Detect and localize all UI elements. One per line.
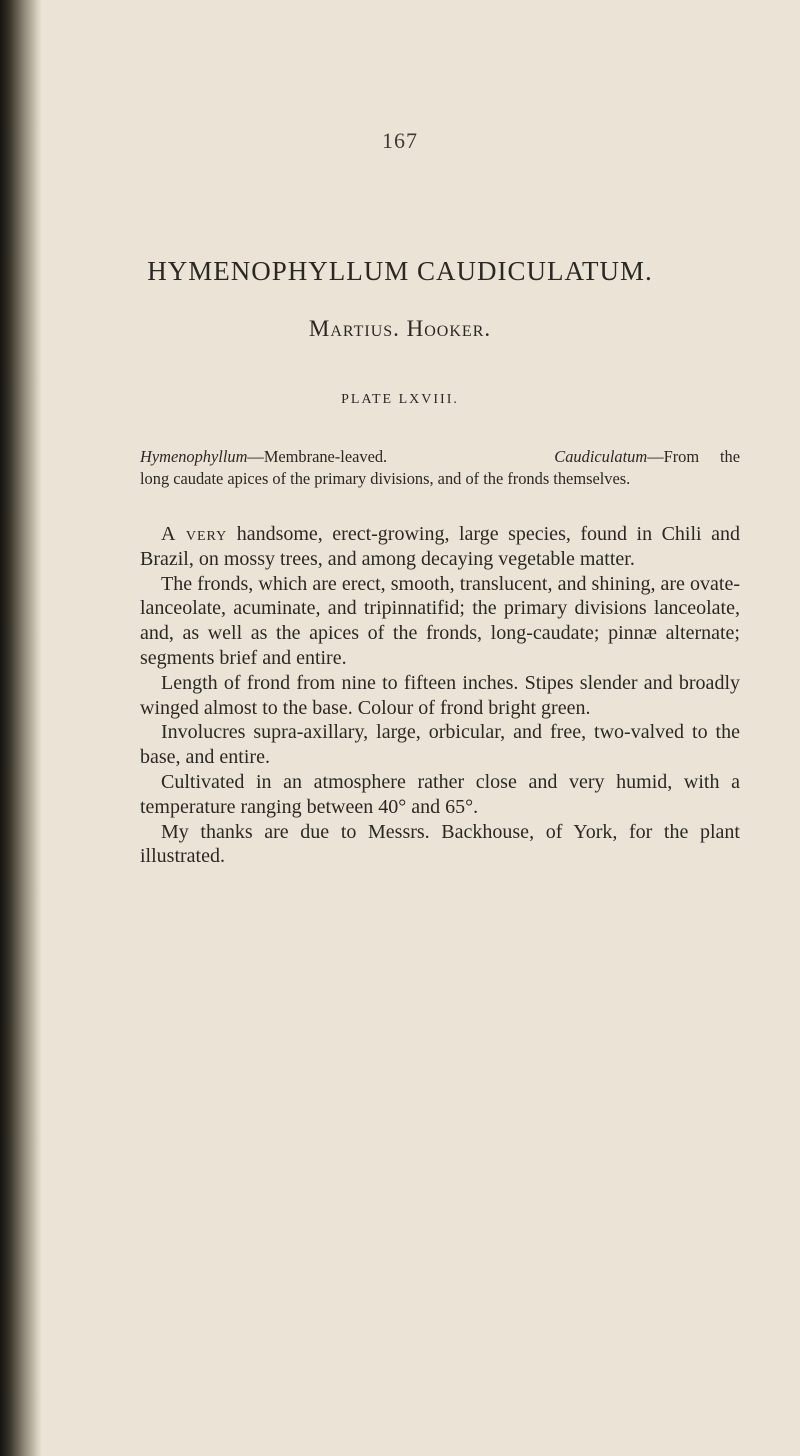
etymology-note: [140, 446, 740, 490]
page-number: 167: [382, 128, 418, 153]
paragraph-involucres: Involucres supra-axillary, large, orbicular, and free, two-valved to the base, and entire.: [140, 721, 740, 769]
plate-number: PLATE LXVIII.: [341, 392, 459, 407]
paragraph-dimensions: Length of frond from nine to fifteen inches. Stipes slender and broadly winged almost to the base. Colour of frond bright green.: [140, 671, 740, 719]
paragraph-fronds: The fronds, which are erect, smooth, translucent, and shining, are ovate-lanceolate, acuminate, and tripinnatifid; the primary divisions lanceolate, and, as well as the apices of the fronds, long-caudate; pinnæ alternate; segments brief and entire.: [140, 572, 740, 669]
species-meaning-end: long caudate apices of the primary divisions, and of the fronds themselves.: [140, 469, 631, 488]
species-meaning-start: —From the: [647, 447, 741, 466]
opening-words: A very: [161, 523, 228, 545]
paragraph-habitat: [140, 522, 740, 572]
genus-name: Hymenophyllum: [140, 447, 248, 466]
etymology-line-1: [140, 447, 740, 466]
page-title: HYMENOPHYLLUM CAUDICULATUM.: [147, 256, 653, 286]
authors: Martius. Hooker.: [308, 316, 492, 341]
habitat-text: handsome, erect-growing, large species, found in Chili and Brazil, on mossy trees, and among decaying vegetable matter.: [140, 523, 740, 570]
description: [140, 522, 740, 869]
paragraph-acknowledgement: My thanks are due to Messrs. Backhouse, of York, for the plant illustrated.: [140, 820, 740, 868]
species-name: Caudiculatum: [554, 447, 648, 466]
genus-meaning: —Membrane-leaved.: [247, 447, 388, 466]
paragraph-cultivation: Cultivated in an atmosphere rather close and very humid, with a temperature ranging between 40° and 65°.: [140, 770, 740, 818]
